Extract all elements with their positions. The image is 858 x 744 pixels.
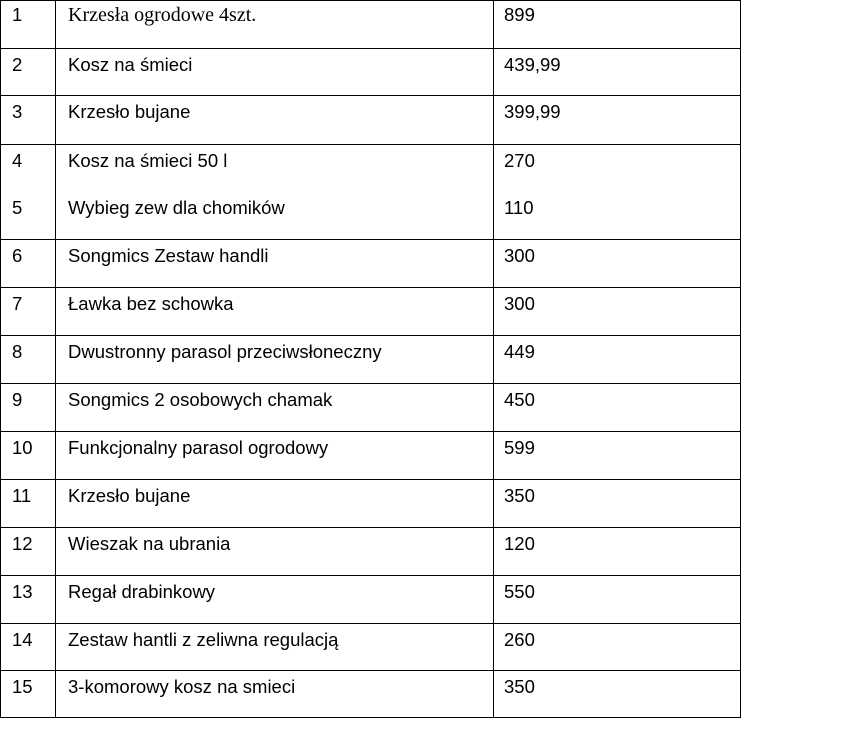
item-price: 300 xyxy=(504,293,535,314)
item-price: 439,99 xyxy=(504,54,561,75)
item-price: 350 xyxy=(504,676,535,697)
row-number-cell xyxy=(1,49,56,96)
item-price: 260 xyxy=(504,629,535,650)
item-price-cell xyxy=(494,336,741,384)
item-name: Regał drabinkowy xyxy=(68,581,216,602)
item-price-cell xyxy=(494,288,741,336)
item-price-cell xyxy=(494,671,741,718)
row-number: 3 xyxy=(12,101,23,122)
table-row xyxy=(1,384,741,432)
row-number: 1 xyxy=(12,4,23,25)
item-name: Funkcjonalny parasol ogrodowy xyxy=(68,437,329,458)
item-name: Krzesło bujane xyxy=(68,485,191,506)
table-row xyxy=(1,49,741,96)
row-number: 4 xyxy=(12,150,23,171)
row-number-cell xyxy=(1,528,56,576)
row-number-cell xyxy=(1,576,56,624)
item-name: Songmics 2 osobowych chamak xyxy=(68,389,333,410)
item-price-cell xyxy=(494,624,741,671)
item-price: 300 xyxy=(504,245,535,266)
item-name: Ławka bez schowka xyxy=(68,293,234,314)
item-price: 550 xyxy=(504,581,535,602)
row-number: 7 xyxy=(12,293,23,314)
row-number-cell xyxy=(1,384,56,432)
table-row xyxy=(1,288,741,336)
item-price-cell xyxy=(494,96,741,145)
row-number: 12 xyxy=(12,533,33,554)
row-number: 6 xyxy=(12,245,23,266)
item-price-cell xyxy=(494,145,741,240)
item-price: 120 xyxy=(504,533,535,554)
row-number-cell xyxy=(1,96,56,145)
row-number: 11 xyxy=(12,485,32,506)
item-price-cell xyxy=(494,432,741,480)
item-name: Kosz na śmieci xyxy=(68,54,193,75)
row-number-cell xyxy=(1,336,56,384)
item-name-cell xyxy=(56,576,494,624)
item-price: 899 xyxy=(504,4,535,25)
item-name: Krzesło bujane xyxy=(68,101,191,122)
item-price: 270 xyxy=(504,150,535,171)
item-name: Krzesła ogrodowe 4szt. xyxy=(68,4,257,26)
table-row xyxy=(1,528,741,576)
table-row xyxy=(1,336,741,384)
item-name: Dwustronny parasol przeciwsłoneczny xyxy=(68,341,382,362)
table-row xyxy=(1,1,741,49)
row-number: 13 xyxy=(12,581,33,602)
item-name-cell xyxy=(56,432,494,480)
item-price: 350 xyxy=(504,485,535,506)
row-number-cell xyxy=(1,288,56,336)
item-name: Zestaw hantli z zeliwna regulacją xyxy=(68,629,339,650)
row-number-cell xyxy=(1,671,56,718)
item-price-cell xyxy=(494,240,741,288)
table-row xyxy=(1,576,741,624)
item-price: 599 xyxy=(504,437,535,458)
table-row xyxy=(1,671,741,718)
item-name-cell xyxy=(56,49,494,96)
item-name: Wybieg zew dla chomików xyxy=(68,197,285,218)
item-name-cell xyxy=(56,528,494,576)
item-name: Kosz na śmieci 50 l xyxy=(68,150,228,171)
row-number-cell xyxy=(1,432,56,480)
item-price: 450 xyxy=(504,389,535,410)
item-name-cell xyxy=(56,480,494,528)
item-name-cell xyxy=(56,671,494,718)
item-price-cell xyxy=(494,480,741,528)
row-number: 9 xyxy=(12,389,23,410)
item-price-cell xyxy=(494,49,741,96)
row-number: 2 xyxy=(12,54,23,75)
row-number-cell xyxy=(1,145,56,240)
row-number: 10 xyxy=(12,437,33,458)
row-number-cell xyxy=(1,240,56,288)
item-name-cell xyxy=(56,145,494,240)
item-name-cell xyxy=(56,384,494,432)
table-row xyxy=(1,240,741,288)
item-name: Wieszak na ubrania xyxy=(68,533,231,554)
item-name-cell xyxy=(56,288,494,336)
table-row xyxy=(1,480,741,528)
row-number-cell xyxy=(1,480,56,528)
row-number: 15 xyxy=(12,676,33,697)
item-name: Songmics Zestaw handli xyxy=(68,245,269,266)
item-name: 3-komorowy kosz na smieci xyxy=(68,676,296,697)
item-name-cell xyxy=(56,240,494,288)
table-row xyxy=(1,96,741,145)
table-row xyxy=(1,145,741,240)
row-number: 14 xyxy=(12,629,33,650)
item-name-cell xyxy=(56,336,494,384)
row-number-cell xyxy=(1,1,56,49)
item-price-cell xyxy=(494,384,741,432)
item-price-cell xyxy=(494,576,741,624)
row-number: 5 xyxy=(12,197,23,218)
item-price: 399,99 xyxy=(504,101,561,122)
item-name-cell xyxy=(56,624,494,671)
item-name-cell xyxy=(56,1,494,49)
item-price: 110 xyxy=(504,197,534,218)
row-number-cell xyxy=(1,624,56,671)
table-row xyxy=(1,624,741,671)
row-number: 8 xyxy=(12,341,23,362)
item-price-cell xyxy=(494,528,741,576)
table-row xyxy=(1,432,741,480)
item-price-cell xyxy=(494,1,741,49)
item-name-cell xyxy=(56,96,494,145)
item-price: 449 xyxy=(504,341,535,362)
